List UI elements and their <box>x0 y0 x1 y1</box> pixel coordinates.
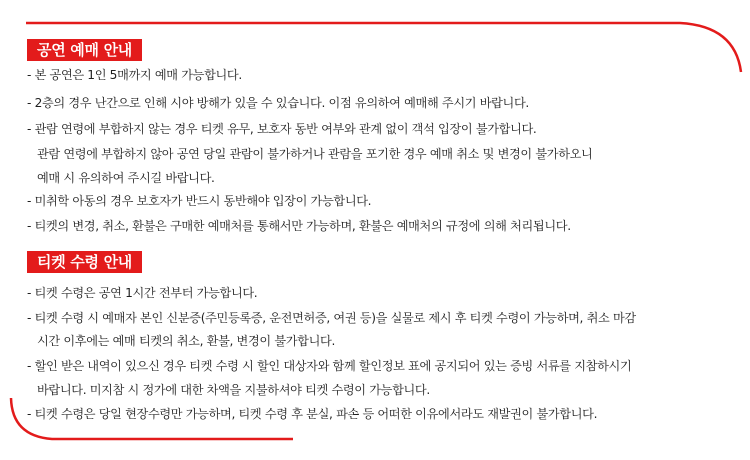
booking-info-line: - 관람 연령에 부합하지 않는 경우 티켓 유무, 보호자 동반 여부와 관계 없이 객석 입장이 불가합니다. <box>27 122 537 136</box>
ticket-info-line: - 티켓 수령 시 예매자 본인 신분증(주민등록증, 운전면허증, 여권 등)을 실물로 제시 후 티켓 수령이 가능하며, 취소 마감 <box>27 311 636 325</box>
ticket-info-line: 바랍니다. 미지참 시 정가에 대한 차액을 지불하셔야 티켓 수령이 가능합니다. <box>37 383 430 397</box>
booking-info-line: - 본 공연은 1인 5매까지 예매 가능합니다. <box>27 68 242 82</box>
ticket-info-line: - 티켓 수령은 공연 1시간 전부터 가능합니다. <box>27 286 258 300</box>
booking-info-line: 예매 시 유의하여 주시길 바랍니다. <box>37 171 215 185</box>
ticket-info-line: 시간 이후에는 예매 티켓의 취소, 환불, 변경이 불가합니다. <box>37 334 335 348</box>
booking-info-line: 관람 연령에 부합하지 않아 공연 당일 관람이 불가하거나 관람을 포기한 경우 예매 취소 및 변경이 불가하오니 <box>37 147 593 161</box>
ticket-info-line: - 티켓 수령은 당일 현장수령만 가능하며, 티켓 수령 후 분실, 파손 등 어떠한 이유에서라도 재발권이 불가합니다. <box>27 407 598 421</box>
ticket-info-line: - 할인 받은 내역이 있으신 경우 티켓 수령 시 할인 대상자와 함께 할인정보 표에 공지되어 있는 증빙 서류를 지참하시기 <box>27 359 632 373</box>
section-title-booking: 공연 예매 안내 <box>27 39 142 61</box>
booking-info-line: - 미취학 아동의 경우 보호자가 반드시 동반해야 입장이 가능합니다. <box>27 194 372 208</box>
booking-info-line: - 티켓의 변경, 취소, 환불은 구매한 예매처를 통해서만 가능하며, 환불은 예매처의 규정에 의해 처리됩니다. <box>27 219 571 233</box>
section-title-ticket-pickup: 티켓 수령 안내 <box>27 251 142 273</box>
booking-info-line: - 2층의 경우 난간으로 인해 시야 방해가 있을 수 있습니다. 이점 유의하여 예매해 주시기 바랍니다. <box>27 96 529 110</box>
